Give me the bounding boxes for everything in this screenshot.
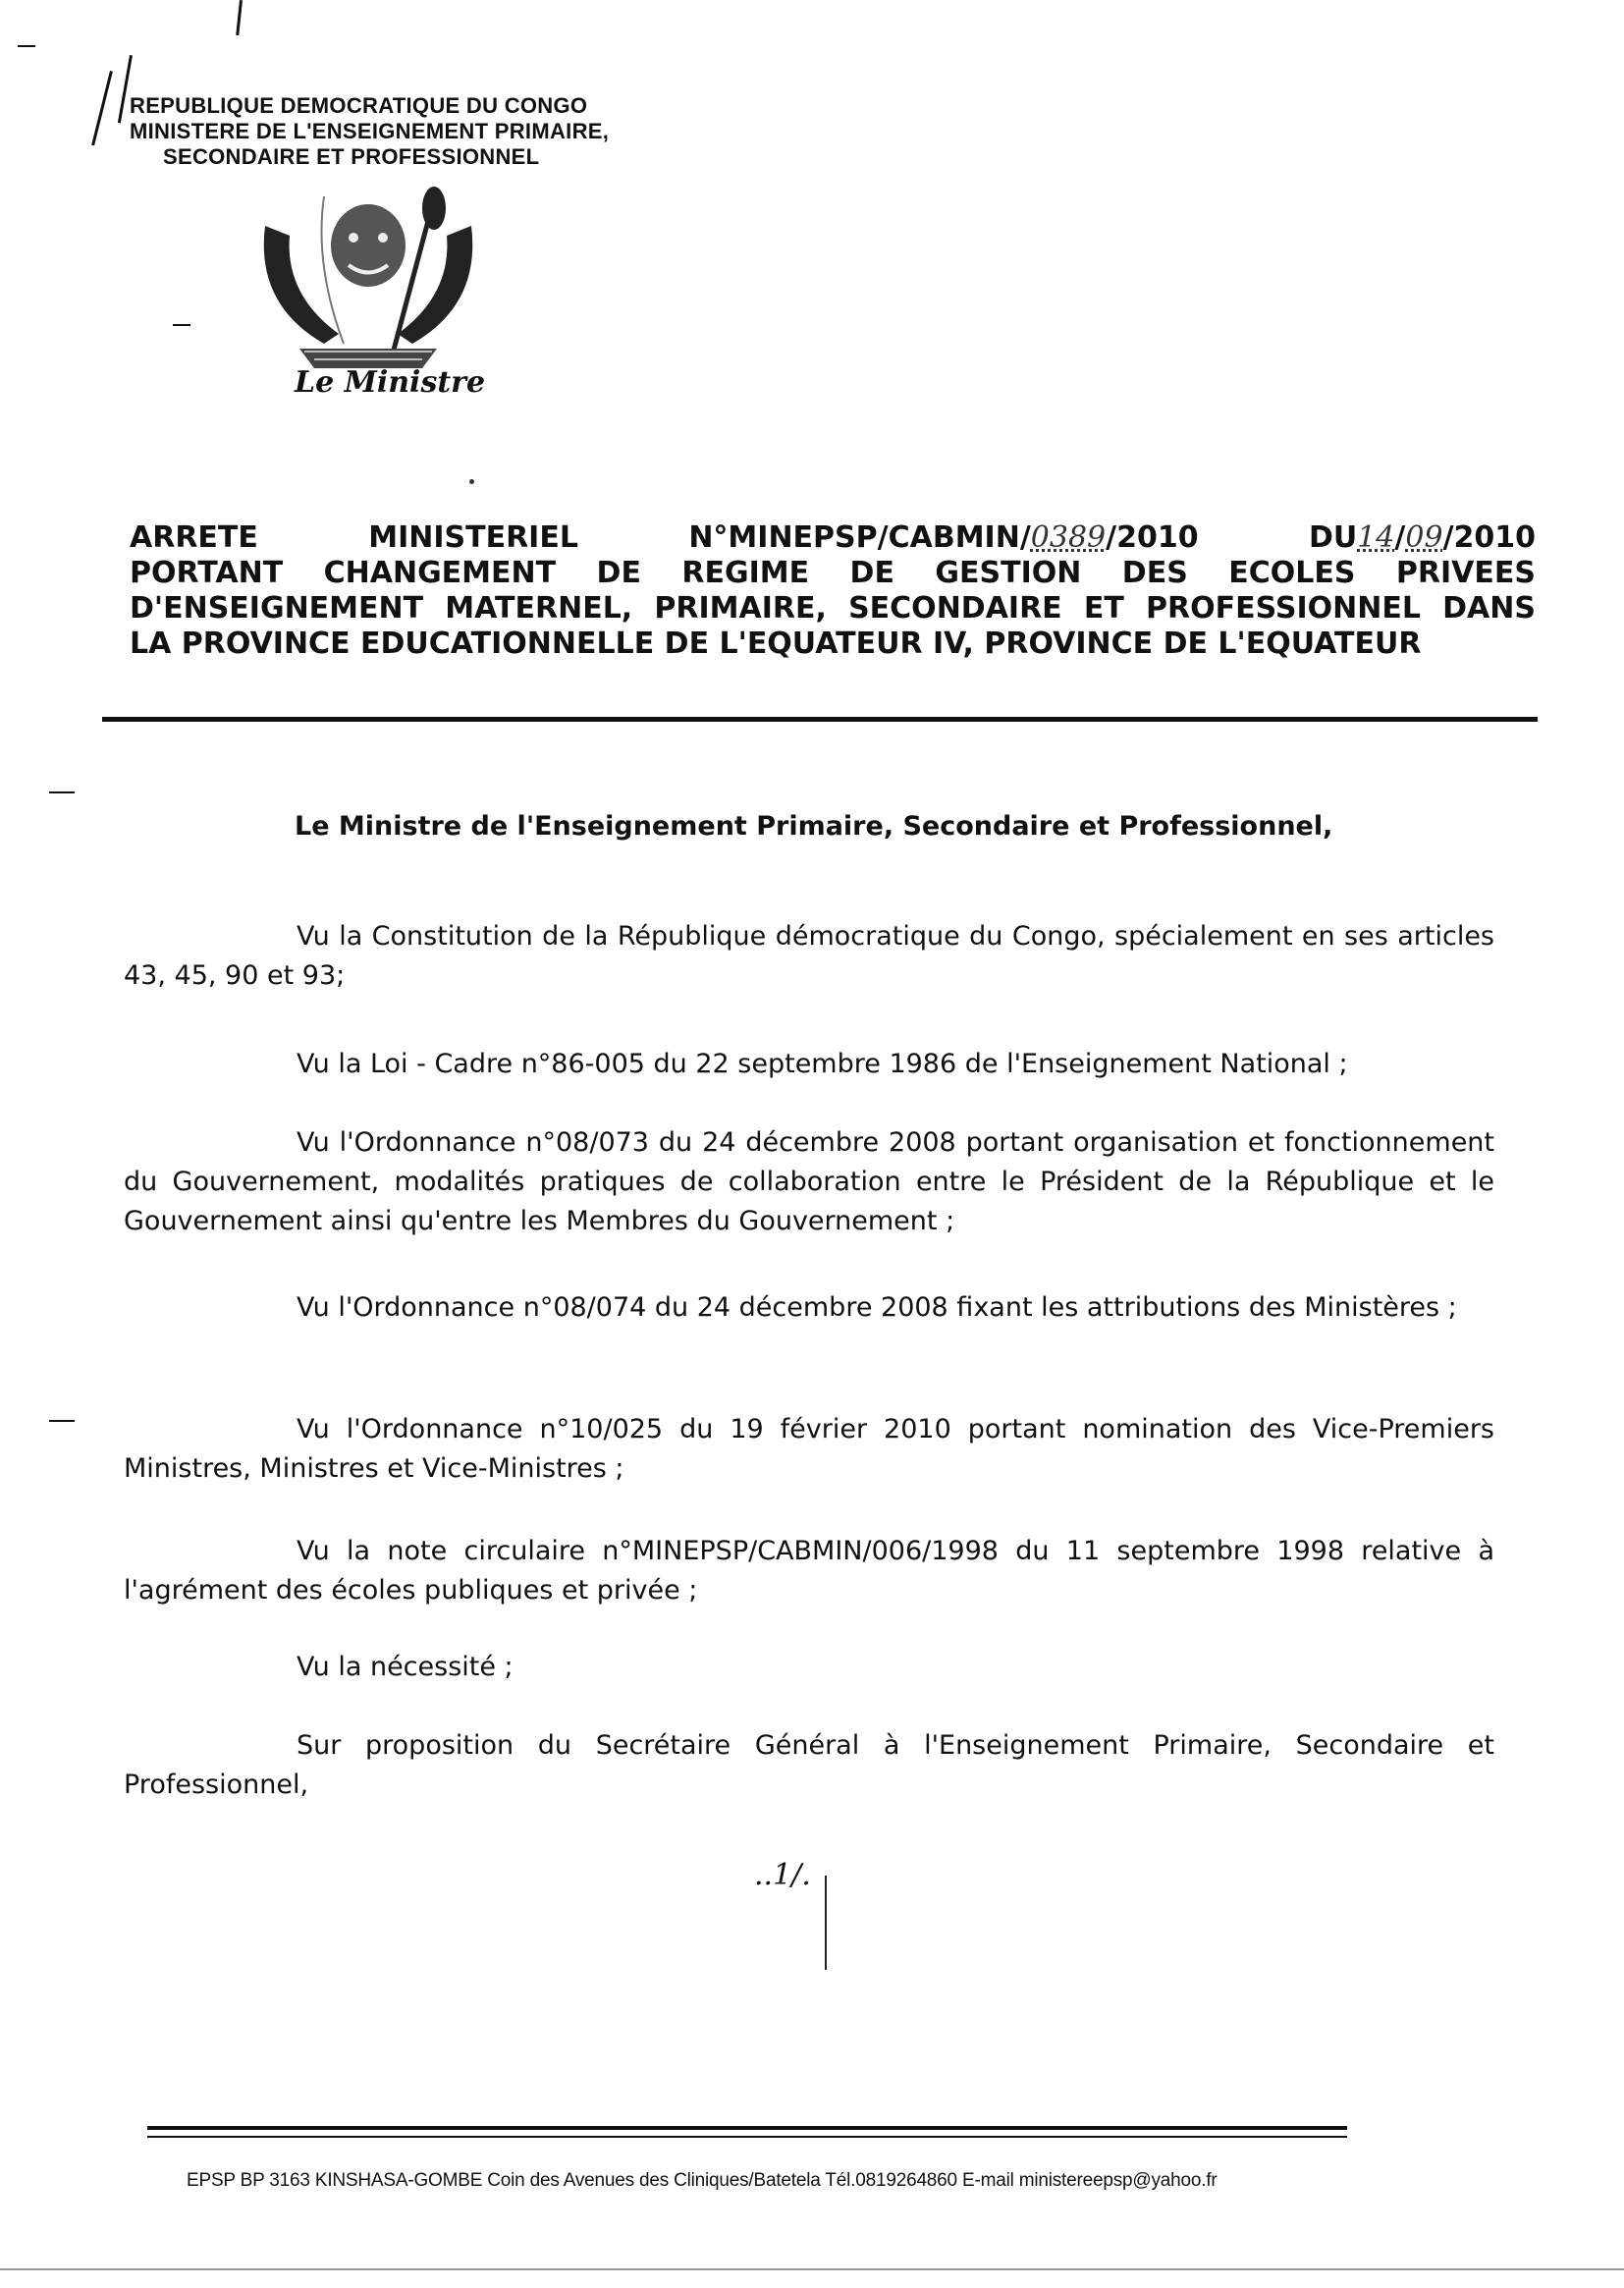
title-word-arrete: ARRETE bbox=[130, 520, 258, 555]
footer-rule bbox=[147, 2126, 1347, 2130]
date-year: /2010 bbox=[1442, 520, 1537, 555]
decree-number bbox=[688, 520, 1198, 555]
scan-mark bbox=[49, 791, 75, 793]
handwritten-number: 0389 bbox=[1030, 520, 1107, 555]
decree-date: DU14/09/2010 bbox=[1308, 520, 1537, 555]
title-line-2: PORTANT CHANGEMENT DE REGIME DE GESTION DES ECOLES PRIVEES bbox=[130, 556, 1536, 590]
decree-year: /2010 bbox=[1106, 520, 1199, 555]
paragraph-note-circulaire: Vu la note circulaire n°MINEPSP/CABMIN/006/1998 du 11 septembre 1998 relative à l'agrément des écoles publiques et privée ; bbox=[124, 1536, 1494, 1606]
coat-of-arms-emblem-icon bbox=[245, 187, 491, 383]
title-line-3: D'ENSEIGNEMENT MATERNEL, PRIMAIRE, SECONDAIRE ET PROFESSIONNEL DANS bbox=[130, 591, 1536, 626]
title-line-1 bbox=[130, 520, 1536, 556]
paragraph-ordonnance-08-073: Vu l'Ordonnance n°08/073 du 24 décembre 2008 portant organisation et fonctionnement du Gouvernement, modalités pratiques de collaboration entre le Président de la République et le Gouvernement ainsi qu'entre les Membres du Gouvernement ; bbox=[124, 1127, 1494, 1236]
paragraph-ordonnance-08-074: Vu l'Ordonnance n°08/074 du 24 décembre 2008 fixant les attributions des Ministères ; bbox=[297, 1292, 1457, 1323]
header-republic: REPUBLIQUE DEMOCRATIQUE DU CONGO bbox=[130, 93, 588, 118]
paragraph-proposition: Sur proposition du Secrétaire Général à l'Enseignement Primaire, Secondaire et Professionnel, bbox=[124, 1730, 1494, 1800]
page-bottom-edge bbox=[0, 2268, 1624, 2270]
paragraph-ordonnance-10-025: Vu l'Ordonnance n°10/025 du 19 février 2010 portant nomination des Vice-Premiers Ministres, Ministres et Vice-Ministres ; bbox=[124, 1414, 1494, 1484]
paragraph-constitution: Vu la Constitution de la République démocratique du Congo, spécialement en ses articles 43, 45, 90 et 93; bbox=[124, 921, 1494, 991]
scan-mark bbox=[18, 45, 35, 47]
date-prefix: DU bbox=[1308, 520, 1358, 555]
minister-caption: Le Ministre bbox=[295, 365, 486, 400]
footer-rule-thin bbox=[147, 2136, 1347, 2138]
header-ministry-line2: SECONDAIRE ET PROFESSIONNEL bbox=[163, 144, 540, 169]
page-mark-stroke bbox=[825, 1876, 827, 1970]
handwritten-day: 14 bbox=[1357, 520, 1395, 555]
scan-speck bbox=[469, 479, 474, 484]
scan-mark bbox=[49, 1420, 75, 1422]
handwritten-month: 09 bbox=[1405, 520, 1443, 555]
page-continuation-mark: ..1/. bbox=[754, 1858, 811, 1892]
title-word-ministeriel: MINISTERIEL bbox=[368, 520, 578, 555]
header-ministry-line1: MINISTERE DE L'ENSEIGNEMENT PRIMAIRE, bbox=[130, 119, 610, 143]
minister-heading: Le Ministre de l'Enseignement Primaire, Secondaire et Professionnel, bbox=[295, 811, 1333, 842]
title-divider bbox=[102, 717, 1538, 722]
title-line-4: LA PROVINCE EDUCATIONNELLE DE L'EQUATEUR IV, PROVINCE DE L'EQUATEUR bbox=[130, 626, 1422, 661]
footer-contact: EPSP BP 3163 KINSHASA-GOMBE Coin des Avenues des Cliniques/Batetela Tél.0819264860 E-mail ministereepsp@yahoo.fr bbox=[187, 2170, 1218, 2191]
decree-title bbox=[130, 520, 1536, 662]
scan-mark bbox=[236, 0, 243, 35]
paragraph-necessite: Vu la nécessité ; bbox=[297, 1652, 514, 1682]
handwritten-initial-stroke bbox=[91, 71, 113, 145]
scan-mark bbox=[173, 324, 190, 326]
decree-number-prefix: N°MINEPSP/CABMIN/ bbox=[688, 520, 1031, 555]
paragraph-loi-cadre: Vu la Loi - Cadre n°86-005 du 22 septembre 1986 de l'Enseignement National ; bbox=[297, 1049, 1348, 1079]
